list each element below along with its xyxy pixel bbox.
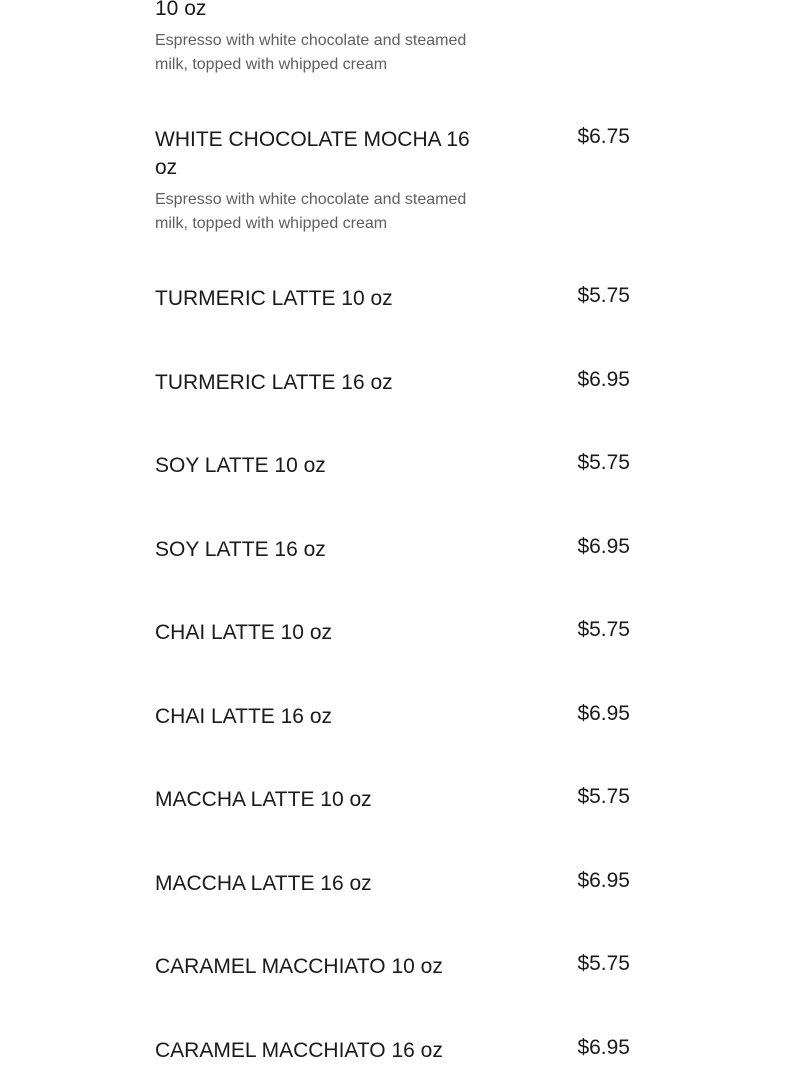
menu-item-name: SOY LATTE 16 oz (155, 538, 326, 561)
menu-item-price: $5.75 (577, 618, 630, 641)
menu-item[interactable] (155, 452, 630, 492)
menu-item-name: CHAI LATTE 16 oz (155, 705, 333, 728)
menu-item-name: TURMERIC LATTE 10 oz (155, 287, 393, 310)
menu-item-name: CARAMEL MACCHIATO 10 oz (155, 955, 443, 978)
menu-item[interactable] (155, 0, 630, 85)
menu-item-name: MACCHA LATTE 16 oz (155, 872, 372, 895)
menu-item-name: WHITE CHOCOLATE MOCHA 16 oz (155, 128, 470, 179)
menu-item-name: CHAI LATTE 10 oz (155, 621, 333, 644)
menu-item-price: $6.95 (577, 368, 630, 391)
menu-item[interactable] (155, 1037, 630, 1077)
menu-item-price: $5.75 (577, 451, 630, 474)
menu-item-price: $6.95 (577, 1036, 630, 1059)
menu-item-name: 10 oz (155, 0, 207, 20)
menu-item[interactable] (155, 126, 630, 246)
menu-item[interactable] (155, 703, 630, 743)
menu-item[interactable] (155, 536, 630, 576)
menu-item[interactable] (155, 953, 630, 993)
menu-item-description: Espresso with white chocolate and steamed milk, topped with whipped cream (155, 191, 467, 232)
menu-item-price: $5.75 (577, 284, 630, 307)
menu-item-name: CARAMEL MACCHIATO 16 oz (155, 1039, 443, 1062)
menu-item-price: $6.95 (577, 535, 630, 558)
menu-item-description: Espresso with white chocolate and steamed milk, topped with whipped cream (155, 32, 467, 73)
menu-item-price: $6.75 (577, 125, 630, 148)
menu-item[interactable] (155, 786, 630, 826)
menu-item[interactable] (155, 619, 630, 659)
menu-item-price: $5.75 (577, 952, 630, 975)
menu-item-name: TURMERIC LATTE 16 oz (155, 371, 393, 394)
menu-item[interactable] (155, 870, 630, 910)
menu-item-name: SOY LATTE 10 oz (155, 454, 326, 477)
menu-item[interactable] (155, 369, 630, 409)
menu-item-name: MACCHA LATTE 10 oz (155, 788, 372, 811)
menu-item-price: $6.95 (577, 702, 630, 725)
menu-item-price: $6.95 (577, 869, 630, 892)
menu-item[interactable] (155, 285, 630, 325)
menu-item-price: $5.75 (577, 785, 630, 808)
